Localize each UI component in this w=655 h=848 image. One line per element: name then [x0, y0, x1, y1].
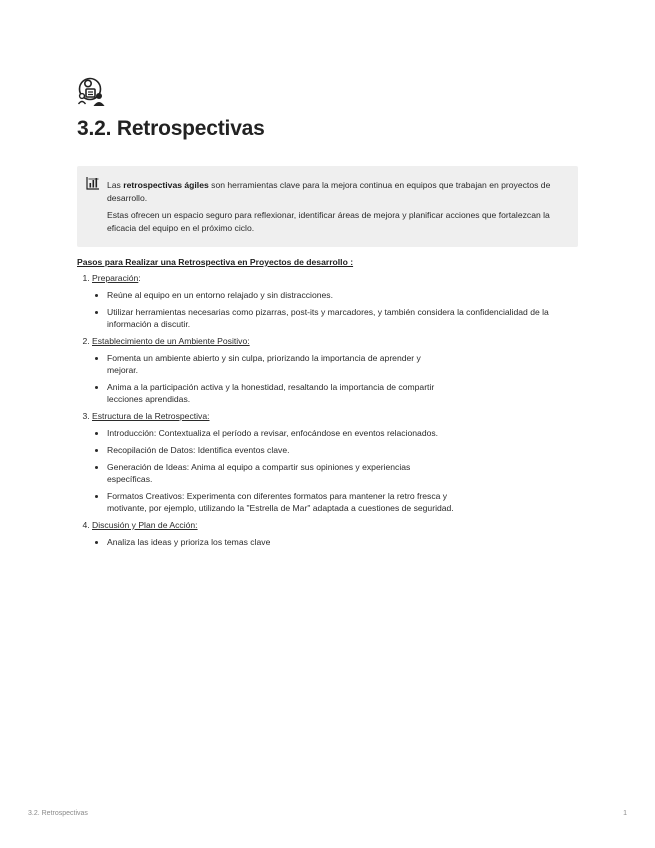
list-item: • Utilizar herramientas necesarias como pizarras, post-its y marcadores, y también considera la confidencialidad de la información a discutir.	[107, 306, 592, 330]
list-item: • Anima a la participación activa y la honestidad, resaltando la importancia de compartir lecciones aprendidas.	[107, 381, 452, 405]
chart-icon	[86, 176, 100, 190]
info-callout	[77, 166, 578, 247]
step-bullets	[92, 427, 592, 514]
list-item: • Analiza las ideas y prioriza los temas clave	[107, 536, 592, 548]
list-item: • Recopilación de Datos: Identifica eventos clave.	[107, 444, 592, 456]
footer-title: 3.2. Retrospectivas	[28, 810, 88, 817]
callout-text-span: son herramientas clave para la mejora continua en equipos que trabajan en proyectos de desarrollo.	[107, 180, 551, 203]
step-title-suffix: :	[138, 273, 141, 283]
list-item: • Reúne al equipo en un entorno relajado y sin distracciones.	[107, 289, 592, 301]
step-title: Establecimiento de un Ambiente Positivo:	[92, 336, 250, 346]
step-bullets	[92, 536, 592, 548]
callout-paragraph-2: Estas ofrecen un espacio seguro para reflexionar, identificar áreas de mejora y planificar acciones que fortalezcan la eficacia del equipo en el próximo ciclo.	[107, 210, 550, 233]
callout-bold-term: retrospectivas ágiles	[123, 180, 209, 190]
step-item	[92, 410, 592, 514]
step-title: Discusión y Plan de Acción:	[92, 520, 198, 530]
list-item: • Fomenta un ambiente abierto y sin culpa, priorizando la importancia de aprender y mejorar.	[107, 352, 437, 376]
step-item	[92, 335, 592, 405]
callout-text	[107, 179, 569, 239]
page-title: 3.2. Retrospectivas	[77, 117, 265, 140]
steps-list	[77, 272, 592, 553]
step-item	[92, 519, 592, 548]
people-meeting-icon	[77, 76, 107, 108]
callout-text-span: Las	[107, 180, 124, 190]
step-title: Preparación	[92, 273, 139, 283]
page-number: 1	[623, 810, 627, 817]
step-item	[92, 272, 592, 330]
callout-paragraph-1	[107, 179, 569, 205]
list-item: • Generación de Ideas: Anima al equipo a compartir sus opiniones y experiencias específicas.	[107, 461, 427, 485]
section-heading: Pasos para Realizar una Retrospectiva en Proyectos de desarrollo :	[77, 257, 354, 267]
step-bullets	[92, 289, 592, 330]
step-bullets	[92, 352, 592, 405]
list-item: • Formatos Creativos: Experimenta con diferentes formatos para mantener la retro fresca y motivante, por ejemplo, utilizando la "Estrella de Mar" adaptada a cuestiones de seguridad.	[107, 490, 477, 514]
list-item: • Introducción: Contextualiza el período a revisar, enfocándose en eventos relacionados.	[107, 427, 592, 439]
step-title: Estructura de la Retrospectiva:	[92, 411, 210, 421]
